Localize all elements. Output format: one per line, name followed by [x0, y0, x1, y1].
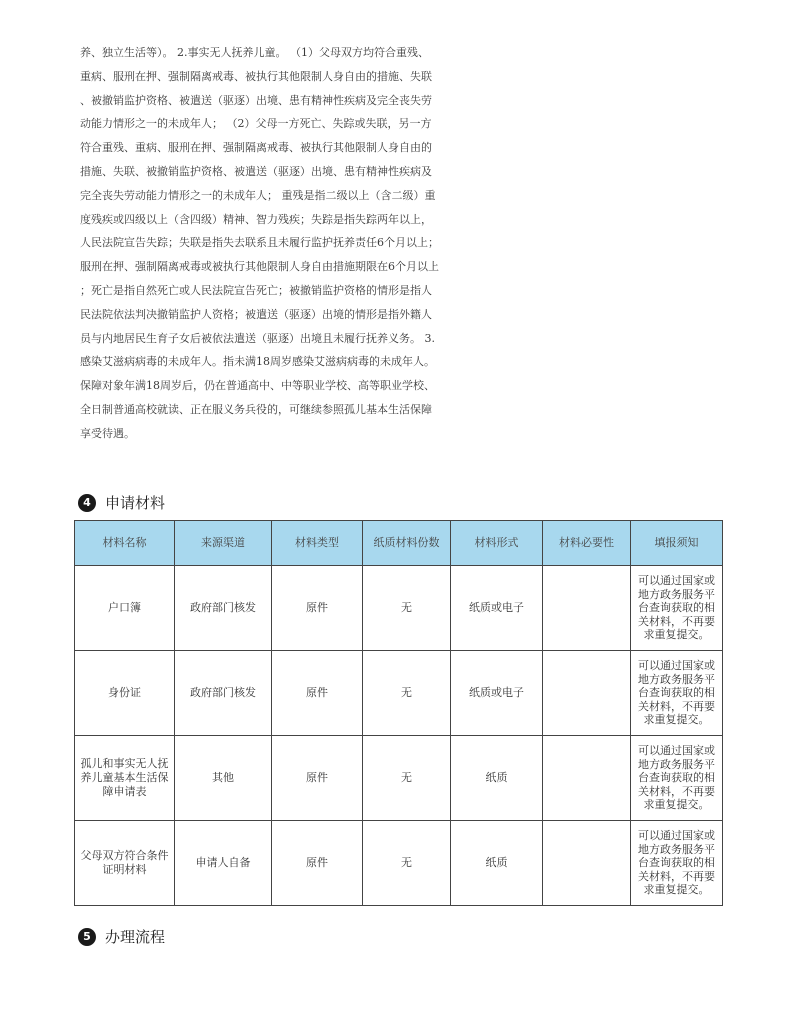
cell-material-name: 身份证 — [75, 651, 175, 736]
cell-filing-notes: 可以通过国家或地方政务服务平台查询获取的相关材料，不再要求重复提交。 — [631, 821, 723, 906]
cell-paper-copies: 无 — [363, 736, 451, 821]
cell-paper-copies: 无 — [363, 566, 451, 651]
cell-material-type: 原件 — [272, 651, 363, 736]
table-header-row — [75, 521, 723, 566]
paragraph-line: 完全丧失劳动能力情形之一的未成年人； 重残是指二级以上（含二级）重 — [80, 188, 436, 202]
paragraph-line: 动能力情形之一的未成年人； （2）父母一方死亡、失踪或失联，另一方 — [80, 117, 432, 131]
cell-source-channel: 其他 — [175, 736, 272, 821]
cell-necessity — [543, 821, 631, 906]
header-material-type: 材料类型 — [272, 521, 363, 566]
table-row — [75, 736, 723, 821]
paragraph-line: 人民法院宣告失踪；失联是指失去联系且未履行监护抚养责任6个月以上； — [80, 236, 439, 250]
section-heading-materials — [78, 492, 165, 513]
table-row — [75, 566, 723, 651]
header-material-name: 材料名称 — [75, 521, 175, 566]
header-paper-copies: 纸质材料份数 — [363, 521, 451, 566]
cell-filing-notes: 可以通过国家或地方政务服务平台查询获取的相关材料，不再要求重复提交。 — [631, 566, 723, 651]
cell-material-type: 原件 — [272, 566, 363, 651]
cell-paper-copies: 无 — [363, 821, 451, 906]
paragraph-line: 服刑在押、强制隔离戒毒或被执行其他限制人身自由措施期限在6个月以上 — [80, 260, 439, 274]
cell-material-form: 纸质或电子 — [451, 651, 543, 736]
paragraph-line: 保障对象年满18周岁后，仍在普通高中、中等职业学校、高等职业学校、 — [80, 379, 435, 393]
paragraph-line: 享受待遇。 — [80, 426, 135, 440]
section-title: 申请材料 — [105, 494, 166, 512]
paragraph-line: 度残疾或四级以上（含四级）精神、智力残疾；失踪是指失踪两年以上， — [80, 212, 432, 226]
paragraph-line: 感染艾滋病病毒的未成年人。指未满18周岁感染艾滋病病毒的未成年人。 — [80, 355, 435, 369]
paragraph-line: 养、独立生活等）。 2.事实无人抚养儿童。 （1）父母双方均符合重残、 — [80, 46, 429, 59]
table-row — [75, 821, 723, 906]
header-filing-notes: 填报须知 — [631, 521, 723, 566]
cell-material-name: 孤儿和事实无人抚养儿童基本生活保障申请表 — [75, 736, 175, 821]
section-heading-process — [78, 926, 165, 947]
cell-material-name: 户口簿 — [75, 566, 175, 651]
cell-source-channel: 政府部门核发 — [175, 651, 272, 736]
paragraph-line: 重病、服刑在押、强制隔离戒毒、被执行其他限制人身自由的措施、失联 — [80, 69, 432, 83]
cell-filing-notes: 可以通过国家或地方政务服务平台查询获取的相关材料，不再要求重复提交。 — [631, 736, 723, 821]
section-title: 办理流程 — [105, 928, 166, 946]
cell-source-channel: 申请人自备 — [175, 821, 272, 906]
paragraph-line: 措施、失联、被撤销监护资格、被遣送（驱逐）出境、患有精神性疾病及 — [80, 164, 432, 178]
cell-material-form: 纸质 — [451, 736, 543, 821]
cell-necessity — [543, 651, 631, 736]
cell-source-channel: 政府部门核发 — [175, 566, 272, 651]
section-number-badge: 4 — [78, 494, 96, 512]
paragraph-line: 全日制普通高校就读、正在服义务兵役的，可继续参照孤儿基本生活保障 — [80, 402, 432, 416]
header-material-form: 材料形式 — [451, 521, 543, 566]
cell-paper-copies: 无 — [363, 651, 451, 736]
header-source-channel: 来源渠道 — [175, 521, 272, 566]
cell-material-type: 原件 — [272, 821, 363, 906]
section-number-badge: 5 — [78, 928, 96, 946]
paragraph-line: 民法院依法判决撤销监护人资格；被遣送（驱逐）出境的情形是指外籍人 — [80, 307, 432, 321]
cell-material-type: 原件 — [272, 736, 363, 821]
paragraph-line: ；死亡是指自然死亡或人民法院宣告死亡；被撤销监护资格的情形是指人 — [80, 283, 432, 297]
cell-material-name: 父母双方符合条件证明材料 — [75, 821, 175, 906]
materials-table — [74, 520, 723, 906]
table-row — [75, 651, 723, 736]
paragraph-line: 员与内地居民生育子女后被依法遣送（驱逐）出境且未履行抚养义务。 3. — [80, 331, 435, 345]
cell-material-form: 纸质或电子 — [451, 566, 543, 651]
cell-necessity — [543, 566, 631, 651]
cell-filing-notes: 可以通过国家或地方政务服务平台查询获取的相关材料，不再要求重复提交。 — [631, 651, 723, 736]
paragraph-line: 、被撤销监护资格、被遣送（驱逐）出境、患有精神性疾病及完全丧失劳 — [80, 93, 432, 107]
paragraph-line: 符合重残、重病、服刑在押、强制隔离戒毒、被执行其他限制人身自由的 — [80, 141, 432, 155]
eligibility-paragraph — [80, 41, 472, 446]
header-necessity: 材料必要性 — [543, 521, 631, 566]
cell-material-form: 纸质 — [451, 821, 543, 906]
cell-necessity — [543, 736, 631, 821]
